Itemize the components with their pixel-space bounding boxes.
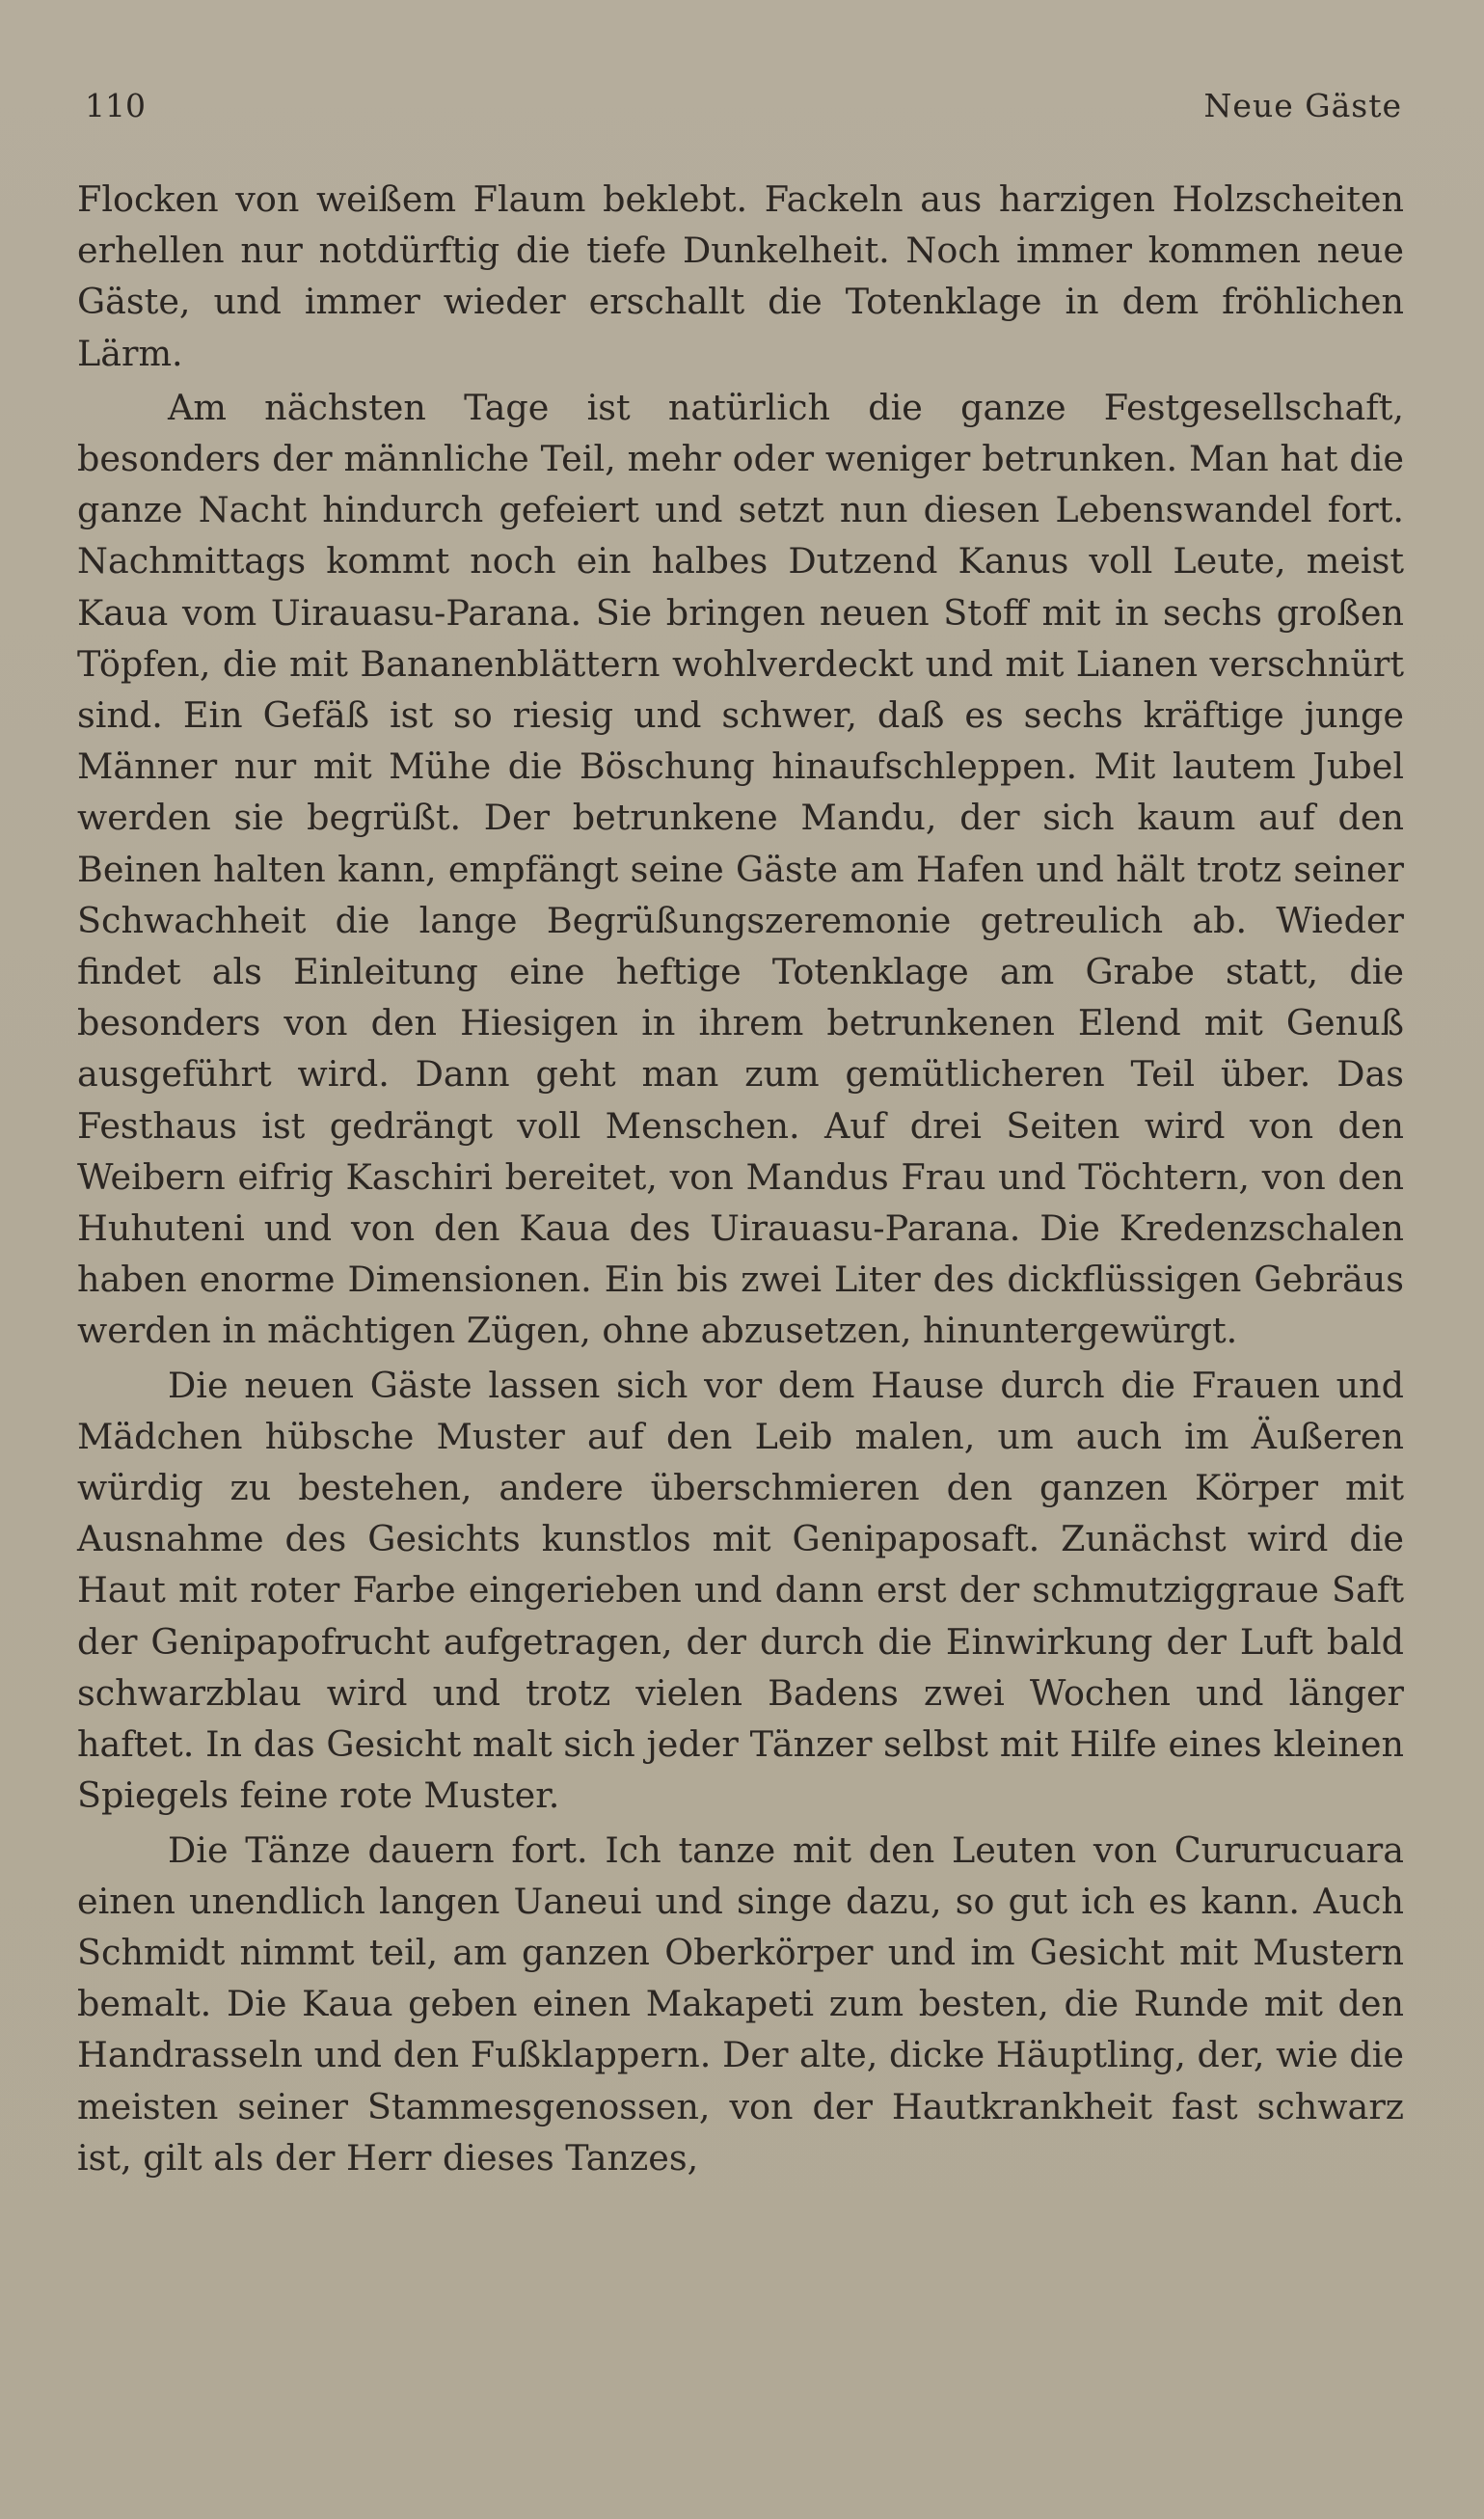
page-header xyxy=(85,83,1402,129)
running-head: Neue Gäste xyxy=(1203,87,1402,124)
paragraph-continued: Flocken von weißem Flaum beklebt. Fackeln aus harzigen Holzscheiten erhellen nur notdürftig die tiefe Dunkelheit. Noch immer kommen neue Gäste, und immer wieder erschallt die Totenklage in dem fröhlichen Lärm. xyxy=(77,178,1404,374)
paragraph-dances: Die Tänze dauern fort. Ich tanze mit den Leuten von Cururucuara einen unendlich langen Uaneui und singe dazu, so gut ich es kann. Auch Schmidt nimmt teil, am ganzen Oberkörper und im Gesicht mit Mustern bemalt. Die Kaua geben einen Makapeti zum besten, die Runde mit den Handrasseln und den Fußklappern. Der alte, dicke Häuptling, der, wie die meisten seiner Stammesgenossen, von der Hautkrankheit fast schwarz ist, gilt als der Herr dieses Tanzes, xyxy=(77,1828,1404,2179)
paragraph-festival-day: Am nächsten Tage ist natürlich die ganze Festgesellschaft, besonders der männliche Teil, mehr oder weniger betrunken. Man hat die ganze Nacht hindurch gefeiert und setzt nun diesen Lebenswandel fort. Nachmittags kommt noch ein halbes Dutzend Kanus voll Leute, meist Kaua vom Uirauasu-Parana. Sie bringen neuen Stoff mit in sechs großen Töpfen, die mit Bananenblättern wohlverdeckt und mit Lianen verschnürt sind. Ein Gefäß ist so riesig und schwer, daß es sechs kräftige junge Männer nur mit Mühe die Böschung hinaufschleppen. Mit lautem Jubel werden sie begrüßt. Der betrunkene Mandu, der sich kaum auf den Beinen halten kann, empfängt seine Gäste am Hafen und hält trotz seiner Schwachheit die lange Begrüßungszeremonie getreulich ab. Wieder findet als Einleitung eine heftige Totenklage am Grabe statt, die besonders von den Hiesigen in ihrem betrunkenen Elend mit Genuß ausgeführt wird. Dann geht man zum gemütlicheren Teil über. Das Festhaus ist gedrängt voll Menschen. Auf drei Seiten wird von den Weibern eifrig Kaschiri bereitet, von Mandus Frau und Töchtern, von den Huhuteni und von den Kaua des Uirauasu-Parana. Die Kredenzschalen haben enorme Dimensionen. Ein bis zwei Liter des dickflüssigen Gebräus werden in mächtigen Zügen, ohne abzusetzen, hinuntergewürgt. xyxy=(77,386,1404,1352)
page-number: 110 xyxy=(85,87,146,124)
paragraph-body-painting: Die neuen Gäste lassen sich vor dem Hause durch die Frauen und Mädchen hübsche Muster auf den Leib malen, um auch im Äußeren würdig zu bestehen, andere überschmieren den ganzen Körper mit Ausnahme des Gesichts kunstlos mit Genipaposaft. Zunächst wird die Haut mit roter Farbe eingerieben und dann erst der schmutziggraue Saft der Genipapofrucht aufgetragen, der durch die Einwirkung der Luft bald schwarzblau wird und trotz vielen Badens zwei Wochen und länger haftet. In das Gesicht malt sich jeder Tänzer selbst mit Hilfe eines kleinen Spiegels feine rote Muster. xyxy=(77,1364,1404,1817)
body-text xyxy=(77,174,1404,2183)
